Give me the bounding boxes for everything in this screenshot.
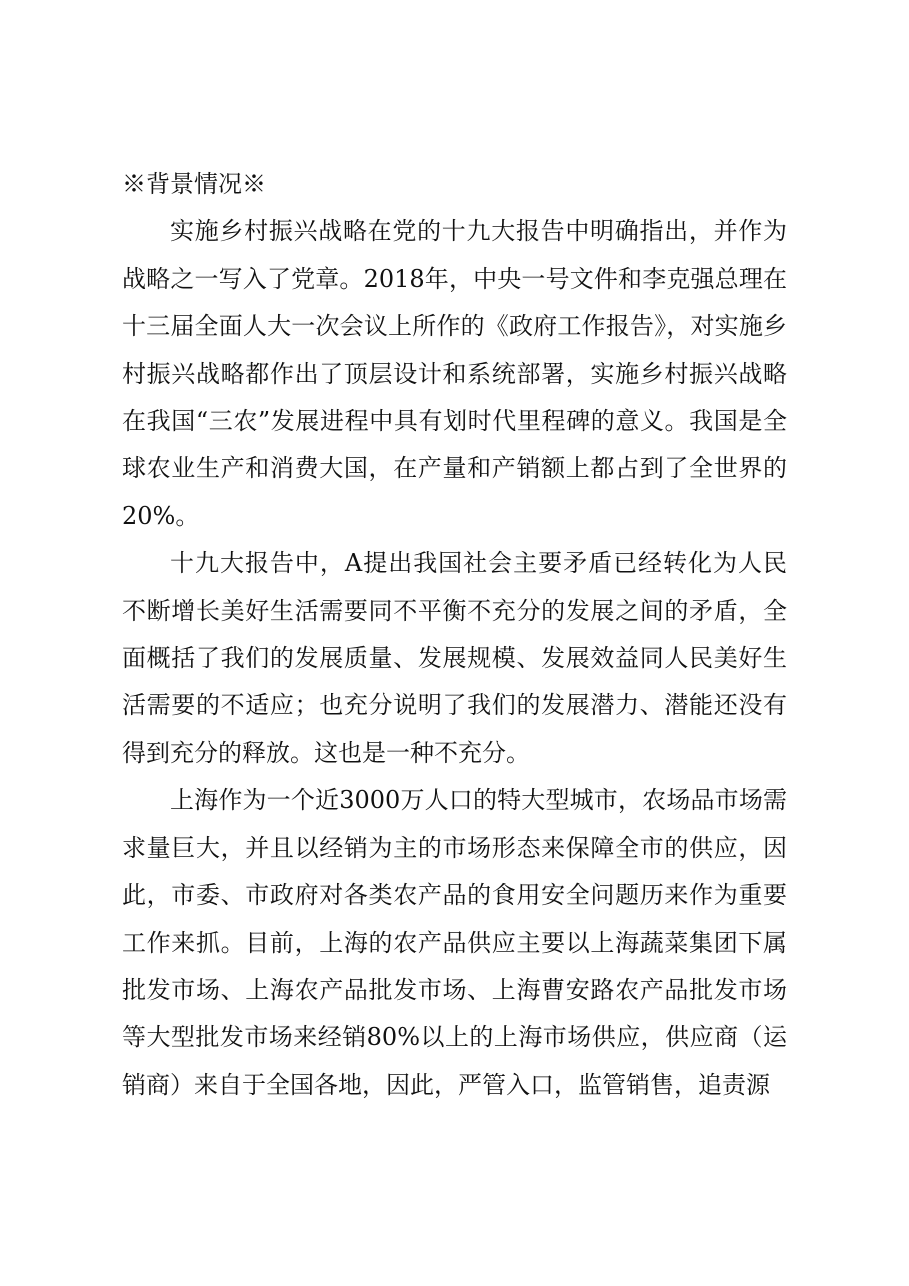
- section-heading: ※背景情况※: [122, 170, 266, 198]
- paragraph-1: 实施乡村振兴战略在党的十九大报告中明确指出，并作为战略之一写入了党章。2018年，中央一号文件和李克强总理在十三届全面人大一次会议上所作的《政府工作报告》，对实施乡村振兴战略都作出了顶层设计和系统部署，实施乡村振兴战略在我国“三农”发展进程中具有划时代里程碑的意义。我国是全球农业生产和消费大国，在产量和产销额上都占到了全世界的20%。: [122, 217, 787, 530]
- paragraph-2: 十九大报告中，A提出我国社会主要矛盾已经转化为人民不断增长美好生活需要同不平衡不充分的发展之间的矛盾，全面概括了我们的发展质量、发展规模、发展效益同人民美好生活需要的不适应；也充分说明了我们的发展潜力、潜能还没有得到充分的释放。这也是一种不充分。: [122, 549, 787, 767]
- document-body: [122, 161, 787, 1109]
- paragraph-3: 上海作为一个近3000万人口的特大型城市，农场品市场需求量巨大，并且以经销为主的市场形态来保障全市的供应，因此，市委、市政府对各类农产品的食用安全问题历来作为重要工作来抓。目前，上海的农产品供应主要以上海蔬菜集团下属批发市场、上海农产品批发市场、上海曹安路农产品批发市场等大型批发市场来经销80%以上的上海市场供应，供应商（运销商）来自于全国各地，因此，严管入口，监管销售，追责源: [122, 786, 787, 1099]
